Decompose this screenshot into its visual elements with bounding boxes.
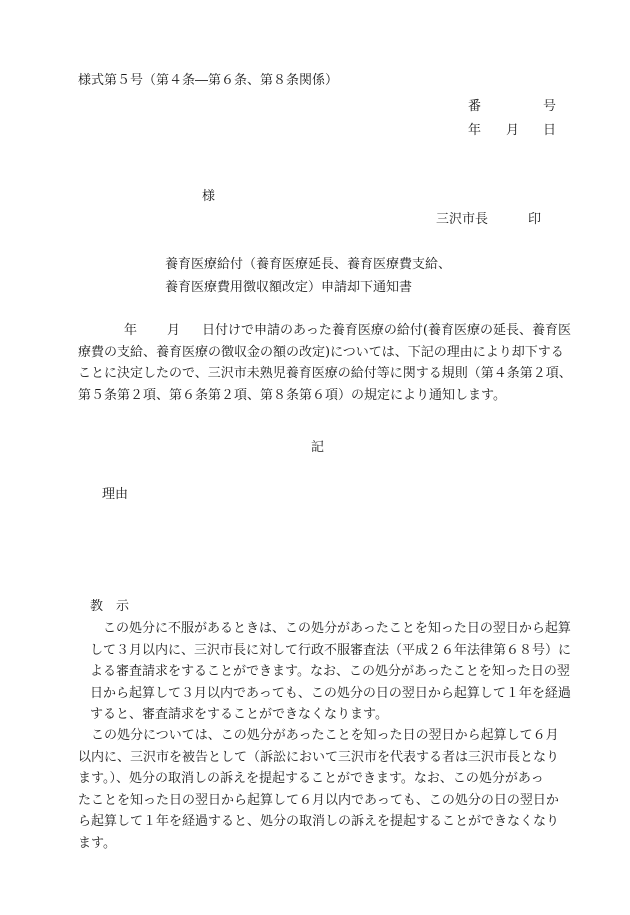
instruction-line: この処分については、この処分があったことを知った日の翌日から起算して６月 [91, 728, 559, 743]
body-line2: 療費の支給、養育医療の徴収金の額の改定)については、下記の理由により却下する [78, 344, 564, 360]
number-label: 番 [468, 99, 482, 114]
date-month: 月 [506, 123, 520, 138]
issuer-name: 三沢市長 [436, 212, 489, 227]
seal-mark: 印 [528, 212, 542, 227]
date-year: 年 [468, 123, 482, 138]
body-date-year: 年 [124, 323, 138, 338]
instruction-paragraph-2 [78, 725, 620, 854]
ki-mark: 記 [311, 440, 325, 455]
instruction-paragraph-1 [90, 618, 620, 726]
instruction-line: ら起算して１年を経過すると、処分の取消しの訴えを提起することができなくなり [78, 814, 560, 829]
instruction-line: ます。）、処分の取消しの訴えを提起することができます。なお、この処分があっ [78, 771, 544, 786]
instruction-line: ます。 [78, 835, 116, 851]
addressee-suffix: 様 [202, 189, 216, 204]
body-line4: 第５条第２項、第６条第２項、第８条第６項）の規定により通知します。 [78, 387, 506, 403]
body-line3: ことに決定したので、三沢市未熟児養育医療の給付等に関する規則（第４条第２項、 [78, 366, 572, 381]
instruction-line: よる審査請求をすることができます。なお、この処分があったことを知った日の翌 [90, 664, 570, 679]
body-line1: 日付けで申請のあった養育医療の給付(養育医療の延長、養育医 [202, 323, 571, 338]
form-title: 様式第５号（第４条―第６条、第８条関係） [78, 73, 339, 88]
notice-body [78, 320, 618, 406]
instruction-line: 以内に、三沢市を被告として（訴訟において三沢市を代表する者は三沢市長となり [78, 749, 560, 765]
number-suffix: 号 [543, 99, 557, 114]
date-day: 日 [543, 123, 557, 138]
instruction-line: たことを知った日の翌日から起算して６月以内であっても、この処分の日の翌日か [78, 792, 559, 808]
instruction-line: すると、審査請求をすることができなくなります。 [90, 707, 388, 722]
instruction-line: この処分に不服があるときは、この処分があったことを知った日の翌日から起算 [103, 621, 571, 636]
notice-title-line1: 養育医療給付（養育医療延長、養育医療費支給、 [165, 257, 452, 272]
instruction-heading: 教 示 [90, 599, 130, 614]
notice-title-line2: 養育医療費用徴収額改定）申請却下通知書 [165, 280, 413, 295]
instruction-line: して３月以内に、三沢市長に対して行政不服審査法（平成２６年法律第６８号）に [90, 642, 572, 658]
body-date-month: 月 [167, 323, 181, 338]
instruction-line: 日から起算して３月以内であっても、この処分の日の翌日から起算して１年を経過 [90, 685, 571, 701]
reason-label: 理由 [102, 487, 129, 502]
